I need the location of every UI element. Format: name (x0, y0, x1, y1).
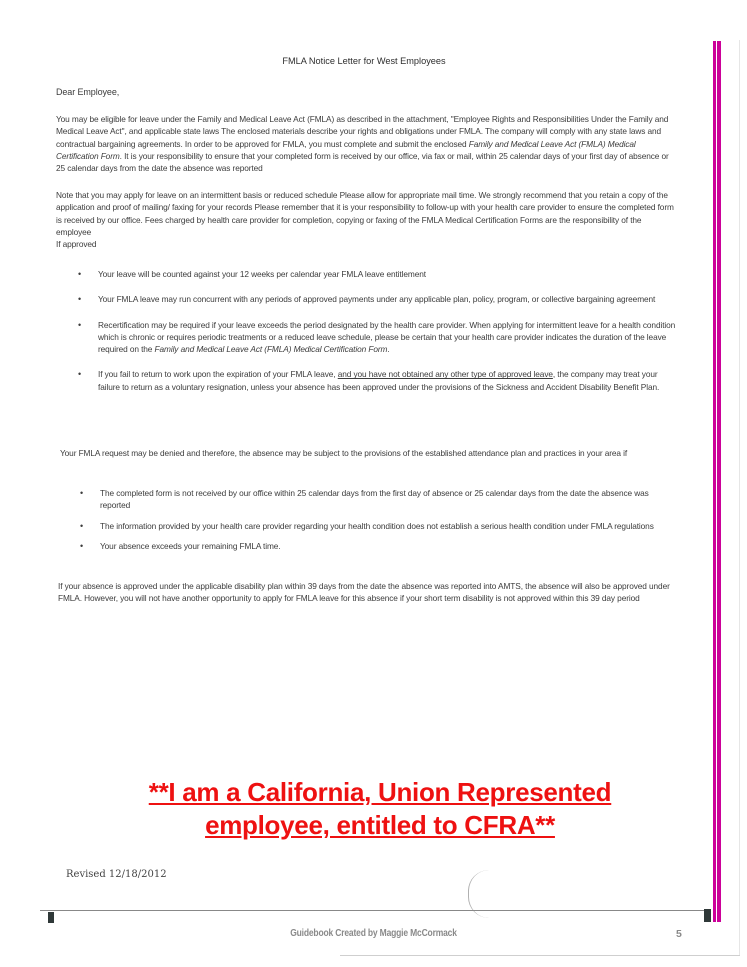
bullet-icon: • (80, 488, 84, 498)
paragraph-intro-form-name: Family and Medical Leave Act (FMLA) Medical Certification Form (56, 138, 636, 161)
list-item-form-name: Family and Medical Leave Act (FMLA) Medical Certification Form (154, 344, 388, 355)
denied-intro: Your FMLA request may be denied and therefore, the absence may be subject to the provisions of the established attendance plan and practices in your area if (60, 448, 628, 458)
list-item-text: If you fail to return to work upon the expiration of your FMLA leave, (98, 369, 338, 380)
bullet-icon: • (78, 319, 82, 330)
list-item-text: Your leave will be counted against your 12 weeks per calendar year FMLA leave entitlement (98, 269, 426, 279)
bullet-icon: • (78, 269, 82, 279)
paragraph-intermittent: Note that you may apply for leave on an intermittent basis or reduced schedule Please allow for appropriate mail time. We strongly recommend that you retain a copy of the application and proof of mailing/ faxing for your records Please remember that it is your responsibility to follow-up with your health care provider to ensure the completed form is received by our office. Fees charged by health care provider for completion, copying or faxing of the FMLA Medical Certification Forms are the responsibility of the employee (56, 190, 674, 237)
list-item-text: The completed form is not received by our office within 25 calendar days from the first day of absence or 25 calendar days from the date the absence was reported (100, 488, 649, 511)
scan-mark-right (704, 909, 711, 922)
list-item (78, 293, 678, 305)
page-edge-bottom (340, 955, 740, 956)
list-item-tail: , the company may treat your failure to return as a voluntary resignation, unless your absence has been approved under the provisions of the Sickness and Accident Disability Benefit Plan. (98, 369, 660, 392)
annotation-line-2: employee, entitled to CFRA** (205, 810, 555, 840)
if-approved-label: If approved (56, 239, 97, 249)
footer-credit: Guidebook Created by Maggie McCormack (290, 928, 457, 939)
list-item (78, 319, 678, 356)
paragraph-intro (56, 113, 678, 174)
bullet-icon: • (80, 520, 84, 531)
page-number: 5 (676, 928, 682, 940)
list-item-text: The information provided by your health care provider regarding your health condition does not establish a serious health condition under FMLA regulations (100, 520, 654, 531)
document-title: FMLA Notice Letter for West Employees (282, 56, 446, 66)
denied-list (80, 487, 680, 560)
annotation-line-1: **I am a California, Union Represented (148, 777, 612, 807)
revised-date: Revised 12/18/2012 (66, 869, 167, 880)
paragraph-intro-part1: You may be eligible for leave under the Family and Medical Leave Act (FMLA) as described in the attachment, "Employee Rights and Responsibilities Under the Family and Medical Leave Act", and applicable state laws The enclosed materials describe your rights and obligations under FMLA. The company will comply with any state laws and contractual bargaining agreements. In order to be approved for FMLA, you must complete and submit the enclosed (56, 114, 669, 149)
paragraph-intro-part2: . It is your responsibility to ensure that your completed form is received by our office, via fax or mail, within 25 calendar days of your first day of absence or 25 calendar days from the date the absence was reported (56, 150, 669, 174)
scan-mark-left (48, 912, 54, 923)
accent-bar-left (713, 41, 716, 922)
list-item (80, 487, 680, 512)
list-item-text: Recertification may be required if your leave exceeds the period designated by the health care provider. When applying for intermittent leave for a health condition which is chronic or requires periodic treatments or a reduced leave schedule, please be certain that your health care provider indicates the duration of the leave required on the (98, 319, 676, 355)
list-item (78, 368, 678, 393)
bullet-icon: • (78, 294, 82, 305)
list-item (78, 268, 678, 280)
accent-bar-right (717, 41, 721, 922)
list-item-text: Your FMLA leave may run concurrent with any periods of approved payments under any applicable plan, policy, program, or collective bargaining agreement (98, 294, 656, 305)
page-edge-right (739, 40, 740, 955)
list-item-tail: . (387, 344, 390, 355)
footer-divider (40, 910, 710, 911)
bullet-icon: • (80, 540, 84, 551)
annotation-callout (60, 776, 700, 842)
list-item (80, 520, 680, 532)
approved-list (78, 268, 678, 406)
list-item (80, 540, 680, 552)
salutation: Dear Employee, (56, 87, 120, 97)
bullet-icon: • (78, 369, 82, 380)
list-item-underlined: and you have not obtained any other type of approved leave (337, 369, 553, 380)
paragraph-disability: If your absence is approved under the applicable disability plan within 39 days from the date the absence was reported into AMTS, the absence will also be approved under FMLA. However, you will not have another opportunity to apply for FMLA leave for this absence if your short term disability is not approved within this 39 day period (58, 581, 670, 604)
list-item-text: Your absence exceeds your remaining FMLA time. (100, 540, 281, 551)
